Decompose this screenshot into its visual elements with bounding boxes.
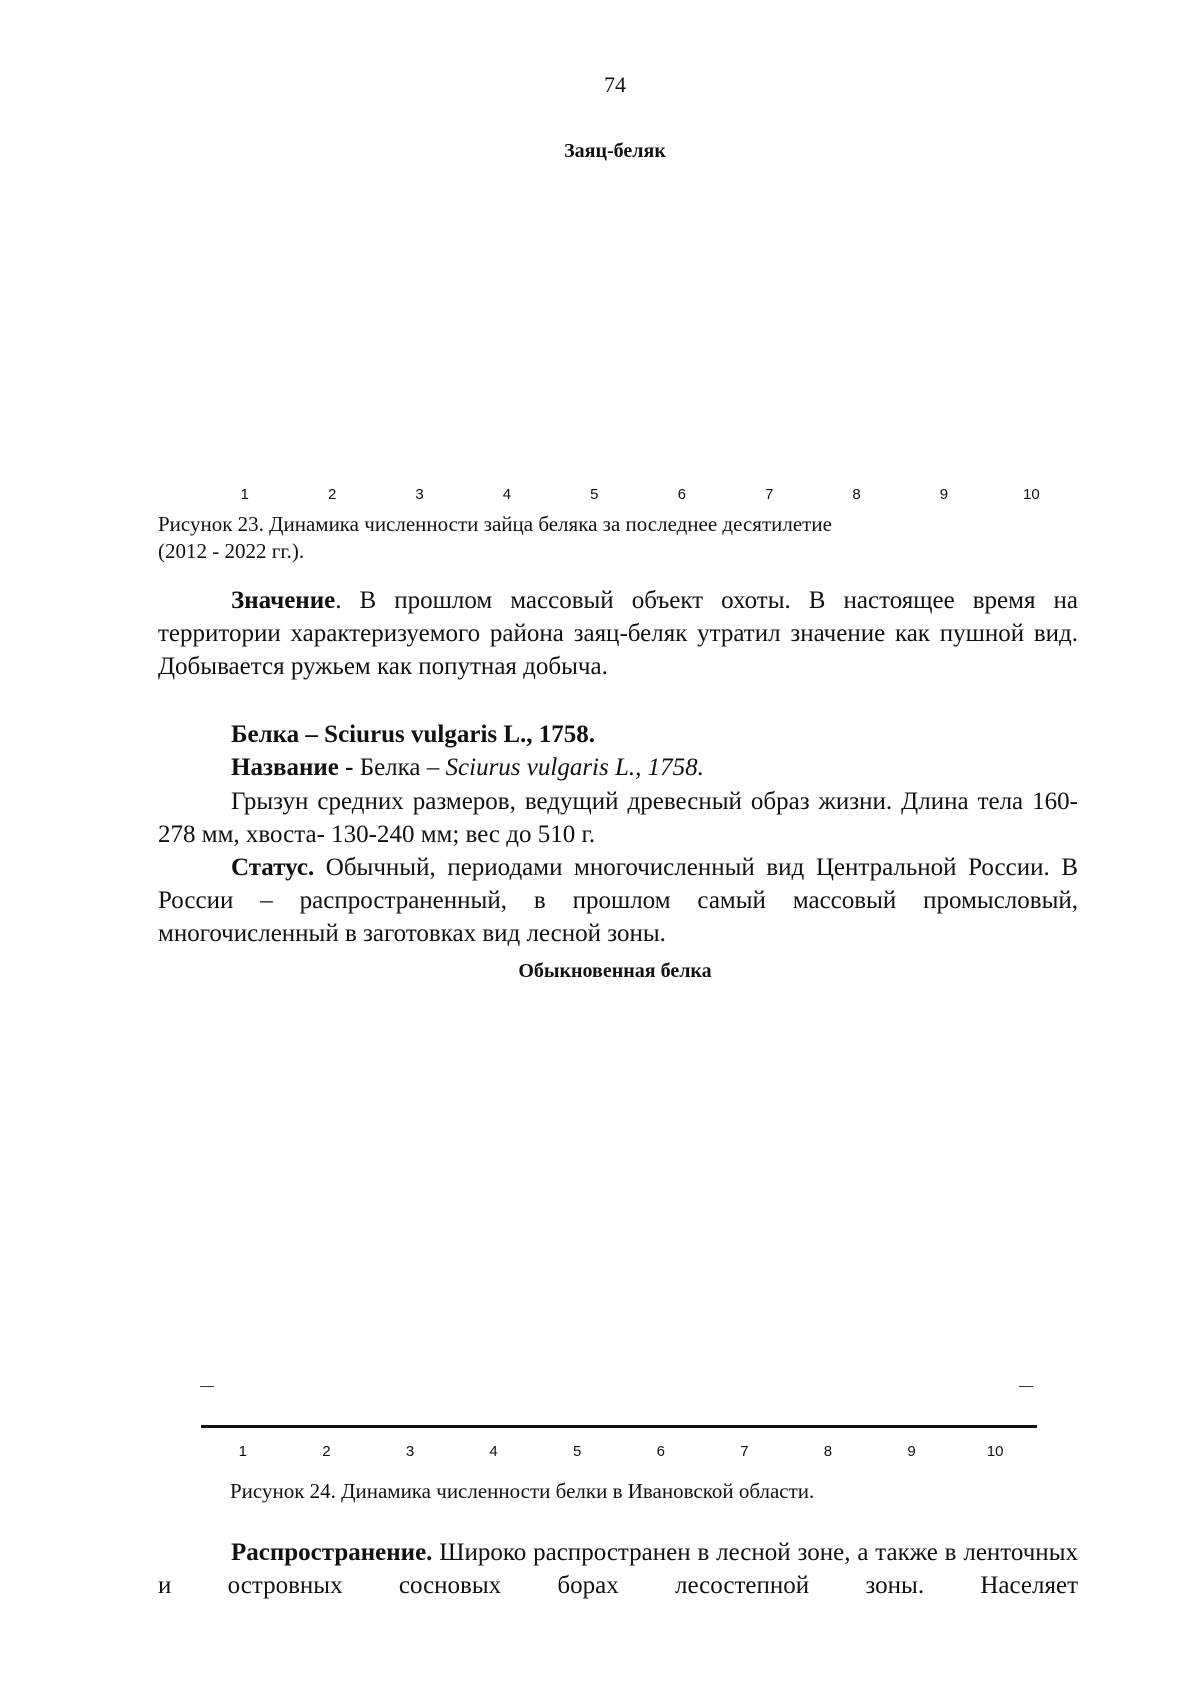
chart2-x-axis-line: [201, 1425, 1037, 1428]
chart1-x-tick-1: 1: [240, 486, 249, 503]
nazvanie-label: Название -: [231, 754, 354, 781]
znachenie-text: . В прошлом массовый объект охоты. В настоящее время на территории характеризуемого района заяц-беляк утратил значение как пушной вид. Добывается ружьем как попутная добыча.: [158, 587, 1078, 680]
rasprostranenie-label: Распространение.: [231, 1539, 433, 1566]
chart2-x-tick-7: 7: [740, 1443, 749, 1460]
chart2-left-dash: [200, 1386, 214, 1387]
figure-24-caption: Рисунок 24. Динамика численности белки в Ивановской области.: [230, 1479, 815, 1503]
chart1-x-tick-2: 2: [327, 486, 337, 503]
chart2-title: Обыкновенная белка: [518, 960, 712, 982]
chart2-x-tick-2: 2: [322, 1443, 331, 1460]
chart1-x-tick-9: 9: [939, 486, 949, 503]
chart1-x-tick-7: 7: [764, 486, 774, 503]
chart1-x-tick-5: 5: [590, 486, 599, 503]
figure-23-caption-line1: Рисунок 23. Динамика численности зайца беляка за последнее десятилетие: [158, 512, 832, 536]
chart1-x-tick-8: 8: [852, 486, 861, 503]
nazvanie-line: [158, 751, 1078, 784]
znachenie-paragraph: [158, 584, 1078, 683]
znachenie-label: Значение: [231, 587, 336, 614]
chart2-x-tick-9: 9: [907, 1443, 916, 1460]
status-label: Статус.: [231, 854, 315, 881]
chart2-x-tick-8: 8: [823, 1443, 833, 1460]
chart2-x-tick-1: 1: [238, 1443, 247, 1460]
nazvanie-latin: Sciurus vulgaris L., 1758.: [445, 754, 704, 781]
chart1-x-axis: [201, 486, 1075, 503]
chart1-x-tick-4: 4: [502, 486, 512, 503]
figure-23-caption: [158, 511, 1058, 565]
chart1-x-tick-6: 6: [677, 486, 686, 503]
belka-heading: Белка – Sciurus vulgaris L., 1758.: [231, 721, 596, 748]
chart2-x-tick-3: 3: [405, 1443, 415, 1460]
chart2-x-tick-4: 4: [489, 1443, 498, 1460]
description-paragraph: Грызун средних размеров, ведущий древесный образ жизни. Длина тела 160-278 мм, хвоста- 130-240 мм; вес до 510 г.: [158, 788, 1078, 848]
page-number: 74: [604, 72, 626, 97]
chart2-x-axis: [201, 1443, 1037, 1460]
status-paragraph: [158, 851, 1078, 950]
rasprostranenie-text: Широко распространен в лесной зоне, а также в ленточных и островных сосновых борах лесостепной зоны. Населяет: [158, 1539, 1078, 1599]
chart2-right-dash: [1019, 1386, 1033, 1387]
chart1-x-tick-3: 3: [415, 486, 424, 503]
chart2-x-tick-10: 10: [986, 1443, 1004, 1460]
status-text: Обычный, периодами многочисленный вид Центральной России. В России – распространенный, в прошлом самый массовый промысловый, многочисленный в заготовках вид лесной зоны.: [158, 854, 1078, 947]
chart1-x-tick-10: 10: [1023, 486, 1040, 503]
chart2-x-tick-5: 5: [573, 1443, 582, 1460]
chart1-title: Заяц-беляк: [564, 140, 666, 162]
nazvanie-plain: Белка –: [353, 754, 446, 781]
figure-23-caption-line2: (2012 - 2022 гг.).: [158, 539, 305, 563]
rasprostranenie-paragraph: [158, 1536, 1078, 1602]
chart2-x-tick-6: 6: [656, 1443, 665, 1460]
